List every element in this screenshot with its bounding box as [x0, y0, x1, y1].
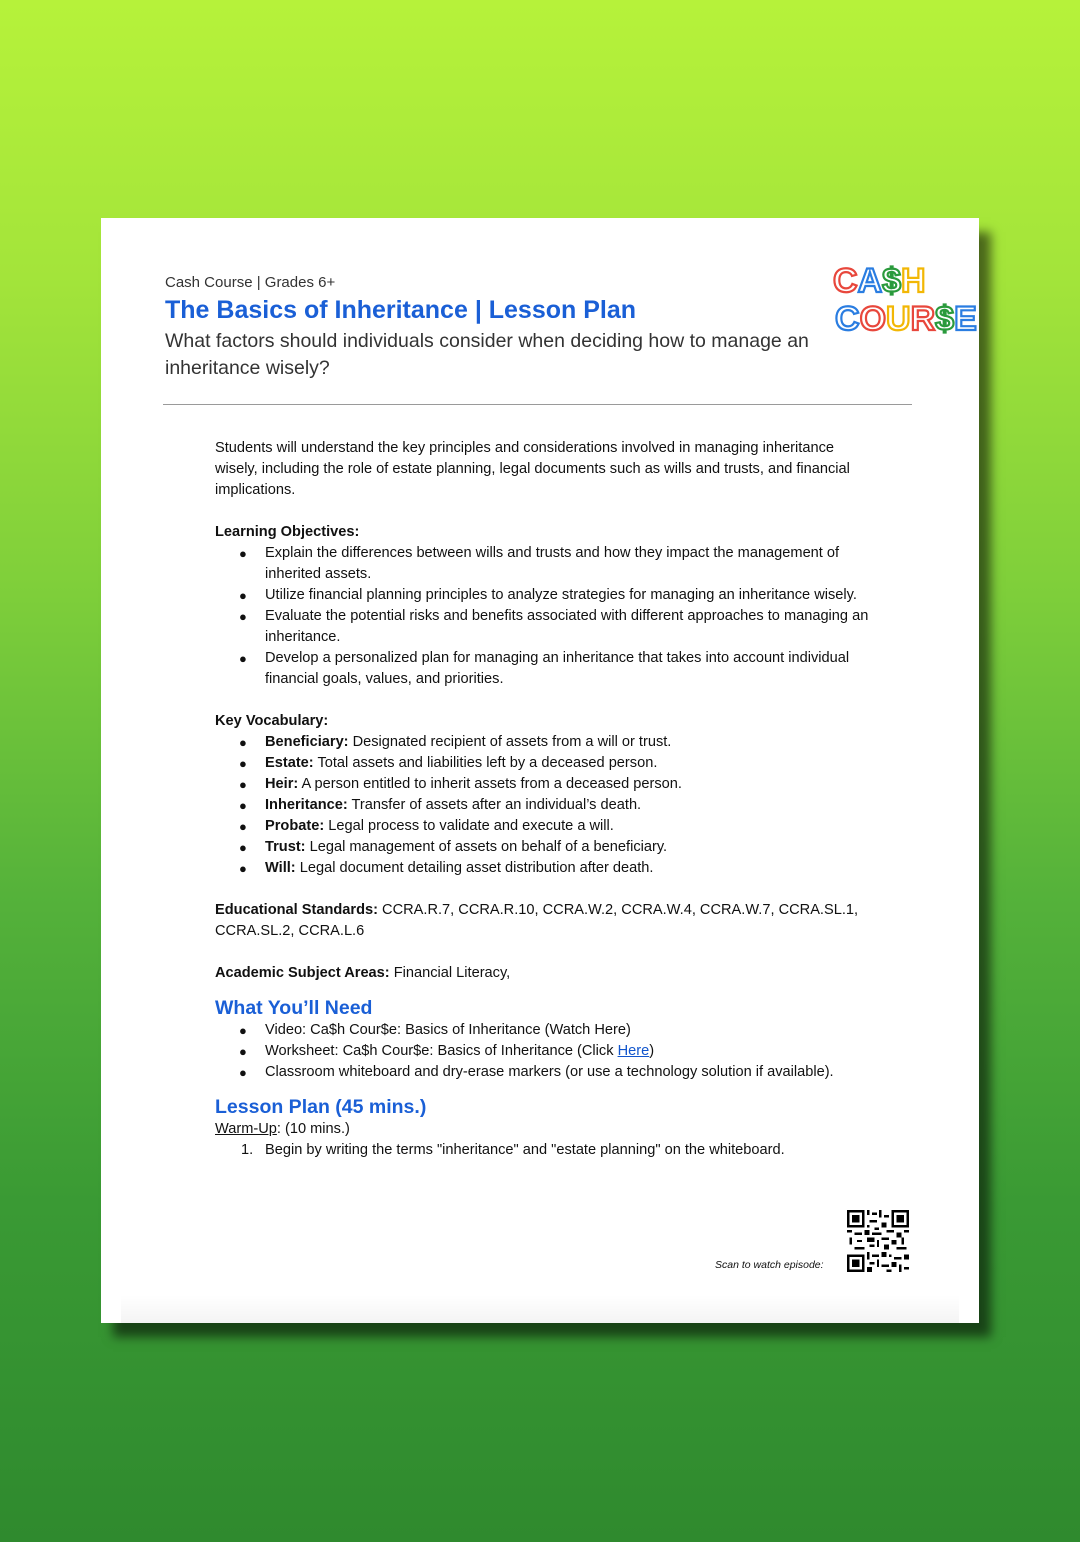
- vocab-term: Beneficiary:: [265, 734, 349, 750]
- objectives-heading: Learning Objectives:: [215, 524, 360, 540]
- list-item: [215, 753, 875, 774]
- warmup-label: Warm-Up: [215, 1121, 277, 1137]
- objectives-list: [215, 543, 875, 690]
- vocab-definition: Transfer of assets after an individual’s death.: [347, 797, 642, 813]
- vocab-definition: Legal management of assets on behalf of a beneficiary.: [305, 839, 668, 855]
- list-item: ● Worksheet: Ca$h Cour$e: Basics of Inheritance (Click Here): [215, 1041, 875, 1062]
- materials-list: [215, 1020, 875, 1083]
- course-grade-label: Cash Course | Grades 6+: [165, 274, 336, 291]
- logo-line1: CA$H: [833, 262, 926, 300]
- logo-line2: COUR$E: [835, 300, 977, 338]
- lesson-plan-heading: Lesson Plan (45 mins.): [215, 1096, 427, 1118]
- list-item: ● Evaluate the potential risks and benefits associated with different approaches to managing an inheritance.: [215, 606, 875, 648]
- educational-standards: [215, 900, 875, 942]
- subject-areas: [215, 963, 875, 984]
- list-item: [215, 774, 875, 795]
- list-item: ● Develop a personalized plan for managing an inheritance that takes into account individual financial goals, values, and priorities.: [215, 648, 875, 690]
- what-youll-need-heading: What You’ll Need: [215, 997, 373, 1019]
- vocab-definition: Total assets and liabilities left by a deceased person.: [313, 755, 658, 771]
- header-divider: [163, 404, 912, 405]
- lesson-content: [215, 438, 875, 1161]
- qr-label: Scan to watch episode:: [715, 1259, 824, 1271]
- list-item: ● Classroom whiteboard and dry-erase markers (or use a technology solution if available).: [215, 1062, 875, 1083]
- vocab-term: Probate:: [265, 818, 325, 834]
- vocab-term: Trust:: [265, 839, 306, 855]
- list-item: [215, 795, 875, 816]
- list-item: [215, 732, 875, 753]
- vocab-definition: Legal document detailing asset distribution after death.: [295, 860, 654, 876]
- standards-value: CCRA.R.7, CCRA.R.10, CCRA.W.2, CCRA.W.4, CCRA.W.7, CCRA.SL.1, CCRA.SL.2, CCRA.L.6: [215, 902, 859, 939]
- vocab-definition: Designated recipient of assets from a will or trust.: [348, 734, 672, 750]
- vocabulary-list: [215, 732, 875, 879]
- essential-question: What factors should individuals consider when deciding how to manage an inheritance wisely?: [165, 330, 809, 379]
- lesson-plan-page: [101, 218, 979, 1323]
- vocab-definition: Legal process to validate and execute a will.: [324, 818, 614, 834]
- intro-paragraph: Students will understand the key principles and considerations involved in managing inheritance wisely, including the role of estate planning, legal documents such as wills and trusts, and financial implications.: [215, 440, 850, 498]
- warmup-time: : (10 mins.): [276, 1121, 350, 1137]
- subjects-label: Academic Subject Areas:: [215, 965, 390, 981]
- warmup-steps: [215, 1140, 875, 1161]
- vocab-term: Heir:: [265, 776, 299, 792]
- worksheet-link[interactable]: Here: [617, 1043, 650, 1059]
- subjects-value: Financial Literacy,: [389, 965, 511, 981]
- vocab-term: Will:: [265, 860, 296, 876]
- vocabulary-heading: Key Vocabulary:: [215, 713, 329, 729]
- list-item: [215, 858, 875, 879]
- standards-label: Educational Standards:: [215, 902, 378, 918]
- list-item: ● Explain the differences between wills and trusts and how they impact the management of inherited assets.: [215, 543, 875, 585]
- vocab-term: Inheritance:: [265, 797, 348, 813]
- list-item: 1. Begin by writing the terms "inheritance" and "estate planning" on the whiteboard.: [241, 1142, 785, 1158]
- list-item: ● Video: Ca$h Cour$e: Basics of Inheritance (Watch Here): [215, 1020, 875, 1041]
- list-item: [215, 816, 875, 837]
- warmup-line: [215, 1119, 875, 1140]
- cash-course-logo: [831, 258, 977, 338]
- vocab-definition: A person entitled to inherit assets from a deceased person.: [298, 776, 682, 792]
- qr-code[interactable]: [847, 1210, 909, 1272]
- page-title: The Basics of Inheritance | Lesson Plan: [165, 296, 637, 324]
- vocab-term: Estate:: [265, 755, 314, 771]
- list-item: ● Utilize financial planning principles to analyze strategies for managing an inheritance wisely.: [215, 585, 875, 606]
- list-item: [215, 837, 875, 858]
